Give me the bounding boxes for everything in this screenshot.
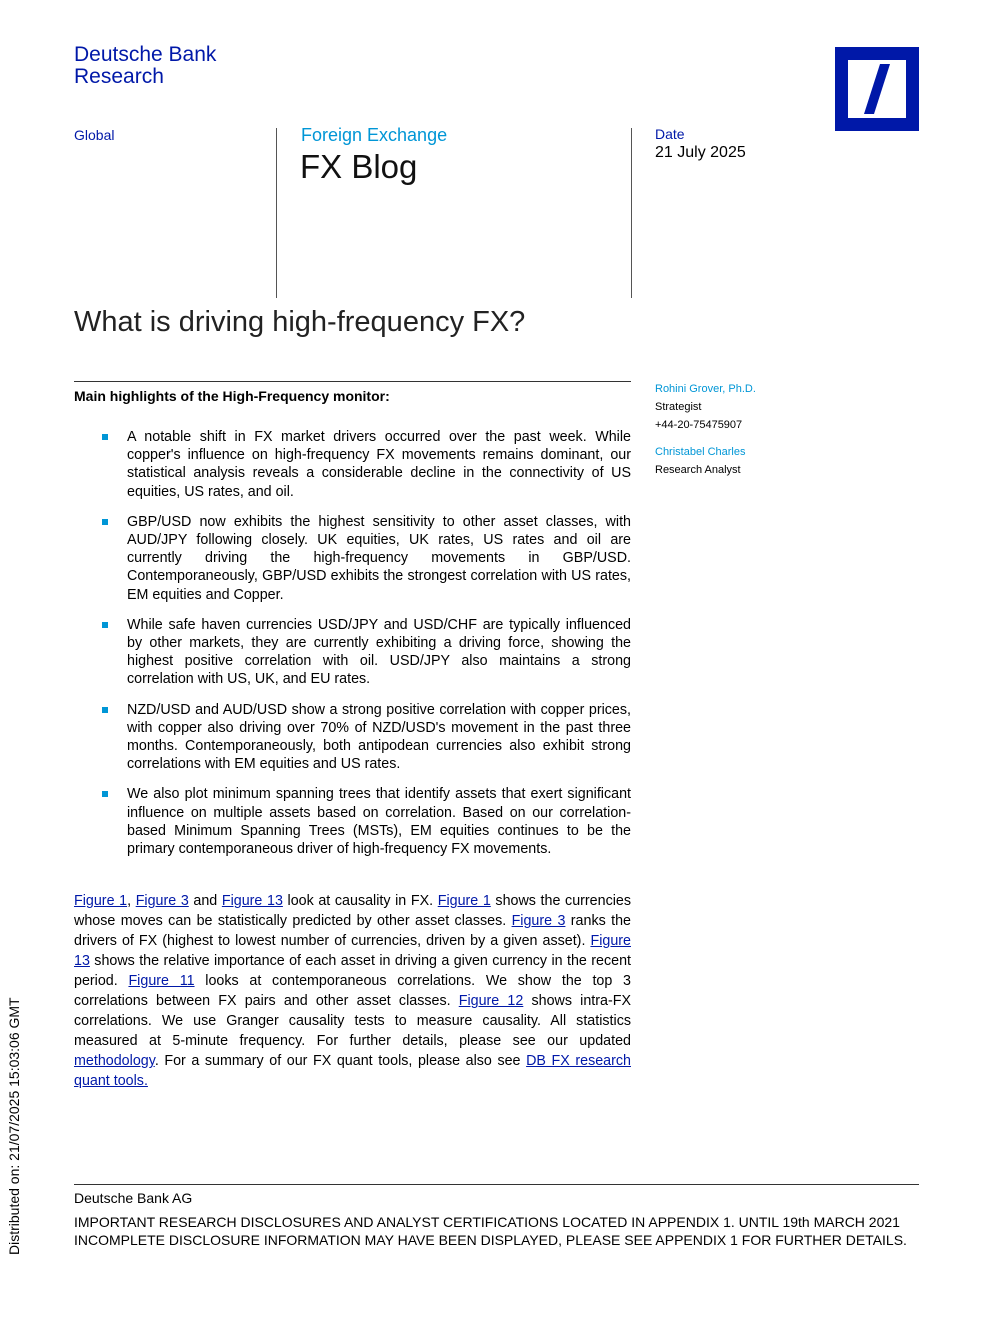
author-role: Strategist — [655, 401, 702, 413]
region-label: Global — [74, 127, 115, 143]
logo-slash-icon — [848, 60, 906, 118]
link-methodology[interactable]: methodology — [74, 1053, 155, 1069]
brand-line-2: Research — [74, 65, 164, 88]
bullet-text: We also plot minimum spanning trees that identify assets that exert significant influence on multiple assets based on correlation. Based on our correlation-based Minimum Spanning Trees (MSTs), EM equities continues to be the primary contemporaneous driver of high-frequency FX movements. — [127, 786, 631, 858]
list-item — [102, 513, 631, 604]
publication-title: FX Blog — [300, 148, 418, 185]
bullet-text: A notable shift in FX market drivers occurred over the past week. While copper's influence on high-frequency FX movements remains dominant, our statistical analysis reveals a considerable decline in the connectivity of US equities, US rates, and oil. — [127, 429, 631, 500]
link-figure-11[interactable]: Figure 11 — [128, 973, 195, 989]
author-name[interactable]: Christabel Charles — [655, 446, 746, 458]
link-figure-3[interactable]: Figure 3 — [511, 913, 566, 929]
link-figure-3[interactable]: Figure 3 — [135, 893, 189, 909]
bullet-text: While safe haven currencies USD/JPY and USD/CHF are typically influenced by other markets, they are currently exhibiting a driving force, showing the highest positive correlation with oil. USD/JPY also maintains a strong correlation with US, UK, and EU rates. — [127, 616, 631, 688]
logo-square-icon — [848, 60, 906, 118]
footer-disclosure: IMPORTANT RESEARCH DISCLOSURES AND ANALYST CERTIFICATIONS LOCATED IN APPENDIX 1. UNTIL 19th MARCH 2021 INCOMPLETE DISCLOSURE INFORMATION MAY HAVE BEEN DISPLAYED, PLEASE SEE APPENDIX 1 FOR FURTHER DETAILS. — [74, 1214, 907, 1248]
body-text: , — [127, 893, 136, 909]
divider-left — [276, 128, 277, 298]
body-text: ranks the drivers of FX (highest to lowest number of currencies, driven by a given asset). — [74, 913, 632, 949]
body-text: shows intra-FX correlations. We use Granger causality tests to measure causality. All statistics measured at 5-minute frequency. For further details, please see our updated — [74, 993, 632, 1049]
body-text: shows the currencies whose moves can be statistically predicted by other asset classes. — [74, 893, 631, 929]
date-label: Date — [655, 126, 685, 142]
body-text: looks at contemporaneous correlations. We show the top 3 correlations between FX pairs and other asset classes. — [74, 973, 632, 1009]
bullet-square-icon — [102, 622, 108, 628]
author-name[interactable]: Rohini Grover, Ph.D. — [655, 383, 756, 395]
link-figure-12[interactable]: Figure 12 — [458, 993, 524, 1009]
link-quant-tools[interactable]: DB FX research quant tools. — [74, 1053, 631, 1089]
link-figure-13[interactable]: Figure 13 — [74, 933, 631, 969]
divider-right — [631, 128, 632, 298]
list-item — [102, 701, 631, 774]
highlights-title: Main highlights of the High-Frequency monitor: — [74, 388, 390, 404]
body-paragraph — [74, 891, 631, 1091]
footer-company: Deutsche Bank AG — [74, 1190, 193, 1206]
date-value: 21 July 2025 — [655, 144, 746, 161]
list-item — [102, 616, 631, 689]
article-headline: What is driving high-frequency FX? — [74, 306, 526, 338]
body-text: . For a summary of our FX quant tools, please also see — [154, 1053, 527, 1069]
bullet-text: GBP/USD now exhibits the highest sensitivity to other asset classes, with AUD/JPY following closely. UK equities, UK rates, US rates and oil are currently driving the high-frequency movements in GBP/USD. Contemporaneously, GBP/USD exhibits the strongest correlation with US rates, EM equities and Copper. — [127, 513, 631, 603]
section-label: Foreign Exchange — [301, 125, 448, 145]
bullet-square-icon — [102, 434, 108, 440]
link-figure-1[interactable]: Figure 1 — [437, 893, 491, 909]
author-role: Research Analyst — [655, 464, 741, 476]
brand-line-1: Deutsche Bank — [74, 43, 217, 66]
highlights-divider — [74, 381, 631, 382]
link-figure-13[interactable]: Figure 13 — [221, 893, 283, 909]
bullet-square-icon — [102, 519, 108, 525]
body-text: and — [188, 893, 222, 909]
body-text: shows the relative importance of each asset in driving a given currency in the recent period. — [74, 953, 631, 989]
list-item — [102, 428, 631, 501]
bullet-text: NZD/USD and AUD/USD show a strong positive correlation with copper prices, with copper also driving over 70% of NZD/USD's movement in the past three months. Contemporaneously, both antipodean currencies also exhibit strong correlations with EM equities and US rates. — [127, 701, 631, 773]
author-block — [655, 380, 756, 479]
body-text: look at causality in FX. — [282, 893, 438, 909]
link-figure-1[interactable]: Figure 1 — [74, 893, 128, 909]
brand-name — [74, 44, 216, 88]
deutsche-bank-logo — [835, 47, 919, 131]
bullet-square-icon — [102, 707, 108, 713]
footer-divider — [74, 1184, 919, 1185]
list-item — [102, 785, 631, 858]
author-phone: +44-20-75475907 — [655, 419, 743, 431]
highlights-list — [102, 428, 631, 870]
bullet-square-icon — [102, 791, 108, 797]
distribution-stamp: Distributed on: 21/07/2025 15:03:06 GMT — [6, 997, 22, 1255]
